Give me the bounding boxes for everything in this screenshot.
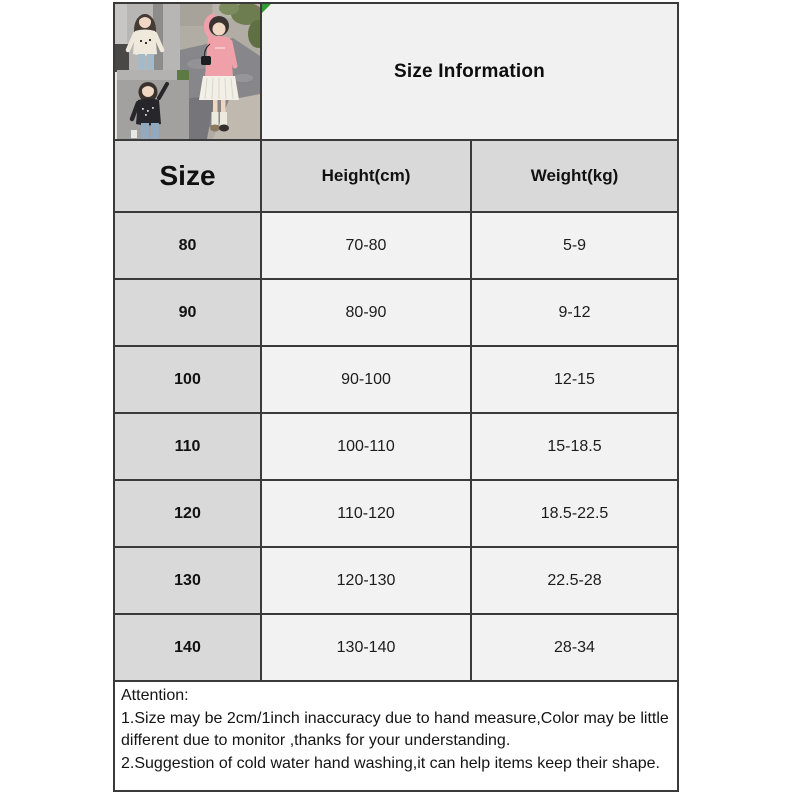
weight-cell: 12-15	[472, 347, 677, 412]
size-cell: 100	[115, 347, 260, 412]
column-header-weight: Weight(kg)	[472, 141, 677, 211]
height-cell: 100-110	[262, 414, 470, 479]
green-corner-marker-icon	[262, 4, 271, 13]
size-cell: 120	[115, 481, 260, 546]
weight-cell: 18.5-22.5	[472, 481, 677, 546]
attention-note	[115, 682, 677, 790]
size-table	[113, 2, 679, 792]
height-cell: 70-80	[262, 213, 470, 278]
weight-cell: 22.5-28	[472, 548, 677, 613]
size-cell: 140	[115, 615, 260, 680]
weight-cell: 5-9	[472, 213, 677, 278]
column-header-height: Height(cm)	[262, 141, 470, 211]
weight-cell: 28-34	[472, 615, 677, 680]
size-cell: 110	[115, 414, 260, 479]
title-cell	[262, 4, 677, 139]
weight-cell: 9-12	[472, 280, 677, 345]
photo-collage-graphic	[115, 4, 260, 139]
product-photo-collage	[115, 4, 260, 139]
attention-line-1: 1.Size may be 2cm/1inch inaccuracy due to hand measure,Color may be little different due to monitor ,thanks for your understanding.	[121, 709, 669, 749]
height-cell: 130-140	[262, 615, 470, 680]
column-header-size: Size	[115, 141, 260, 211]
size-cell: 90	[115, 280, 260, 345]
weight-cell: 15-18.5	[472, 414, 677, 479]
attention-label: Attention:	[121, 687, 189, 704]
page-title: Size Information	[394, 60, 545, 82]
attention-line-2: 2.Suggestion of cold water hand washing,it can help items keep their shape.	[121, 754, 660, 772]
height-cell: 80-90	[262, 280, 470, 345]
height-cell: 90-100	[262, 347, 470, 412]
size-chart-sheet	[113, 2, 679, 792]
size-cell: 130	[115, 548, 260, 613]
height-cell: 120-130	[262, 548, 470, 613]
size-cell: 80	[115, 213, 260, 278]
height-cell: 110-120	[262, 481, 470, 546]
